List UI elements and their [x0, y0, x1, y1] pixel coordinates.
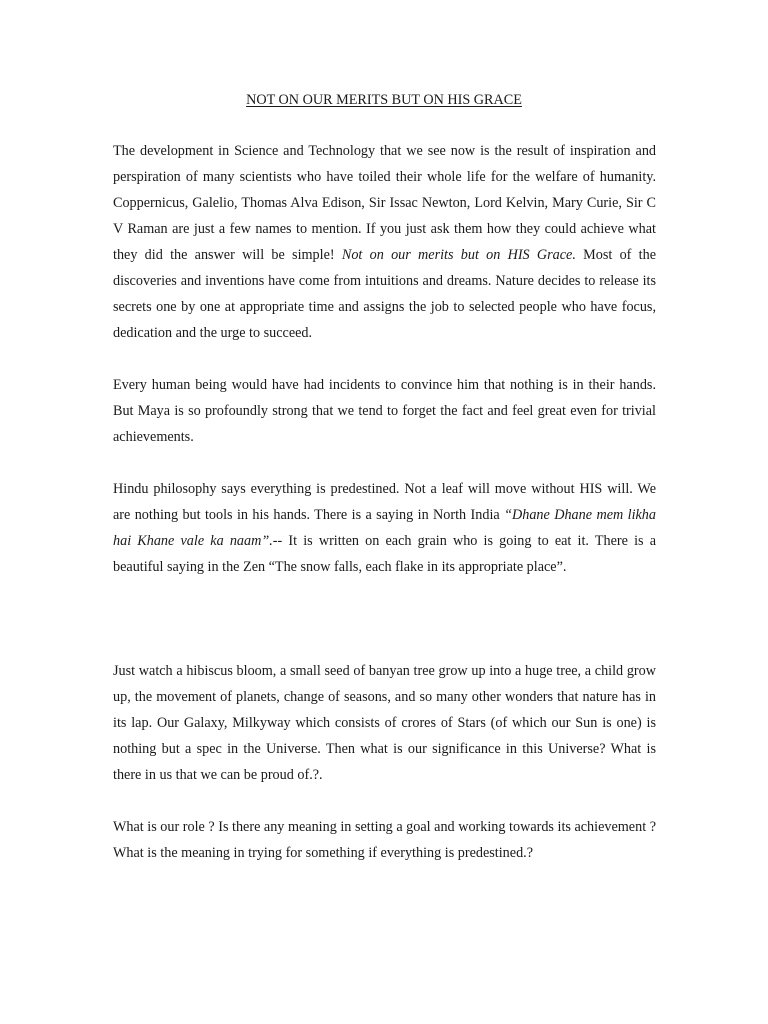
paragraph-5: What is our role ? Is there any meaning in setting a goal and working towards its achievement ? What is the meaning in trying for something if everything is predestined.?	[113, 819, 656, 861]
paragraph-1	[113, 138, 656, 346]
paragraph-1-text-a: The development in Science and Technology that we see now is the result of inspiration and perspiration of many scientists who have toiled their whole life for the welfare of humanity. Coppernicus, Galelio, Thomas Alva Edison, Sir Issac Newton, Lord Kelvin, Mary Curie, Sir C V Raman are just a few names to mention. If you just ask them how they could achieve what they did the answer will be simple!	[113, 143, 656, 263]
paragraph-3	[113, 476, 656, 580]
paragraph-2: Every human being would have had incidents to convince him that nothing is in their hands. But Maya is so profoundly strong that we tend to forget the fact and feel great even for trivial achievements.	[113, 377, 656, 445]
paragraph-3-italic-quote: “Dhane Dhane mem likha hai Khane vale ka naam”.	[113, 507, 656, 549]
paragraph-4: Just watch a hibiscus bloom, a small seed of banyan tree grow up into a huge tree, a child grow up, the movement of planets, change of seasons, and so many other wonders that nature has in its lap. Our Galaxy, Milkyway which consists of crores of Stars (of which our Sun is one) is nothing but a spec in the Universe. Then what is our significance in this Universe? What is there in us that we can be proud of.?.	[113, 663, 656, 783]
paragraph-1-italic-quote: Not on our merits but on HIS Grace.	[341, 247, 576, 263]
paragraph-1-text-b: Most of the discoveries and inventions have come from intuitions and dreams. Nature decides to release its secrets one by one at appropriate time and assigns the job to selected people who have focus, dedication and the urge to succeed.	[113, 247, 656, 341]
paragraph-3-text-a: Hindu philosophy says everything is predestined. Not a leaf will move without HIS will. We are nothing but tools in his hands. There is a saying in North India	[113, 481, 656, 523]
paragraph-3-text-b: -- It is written on each grain who is going to eat it. There is a beautiful saying in the Zen “The snow falls, each flake in its appropriate place”.	[113, 533, 656, 575]
document-title: NOT ON OUR MERITS BUT ON HIS GRACE	[246, 92, 522, 108]
